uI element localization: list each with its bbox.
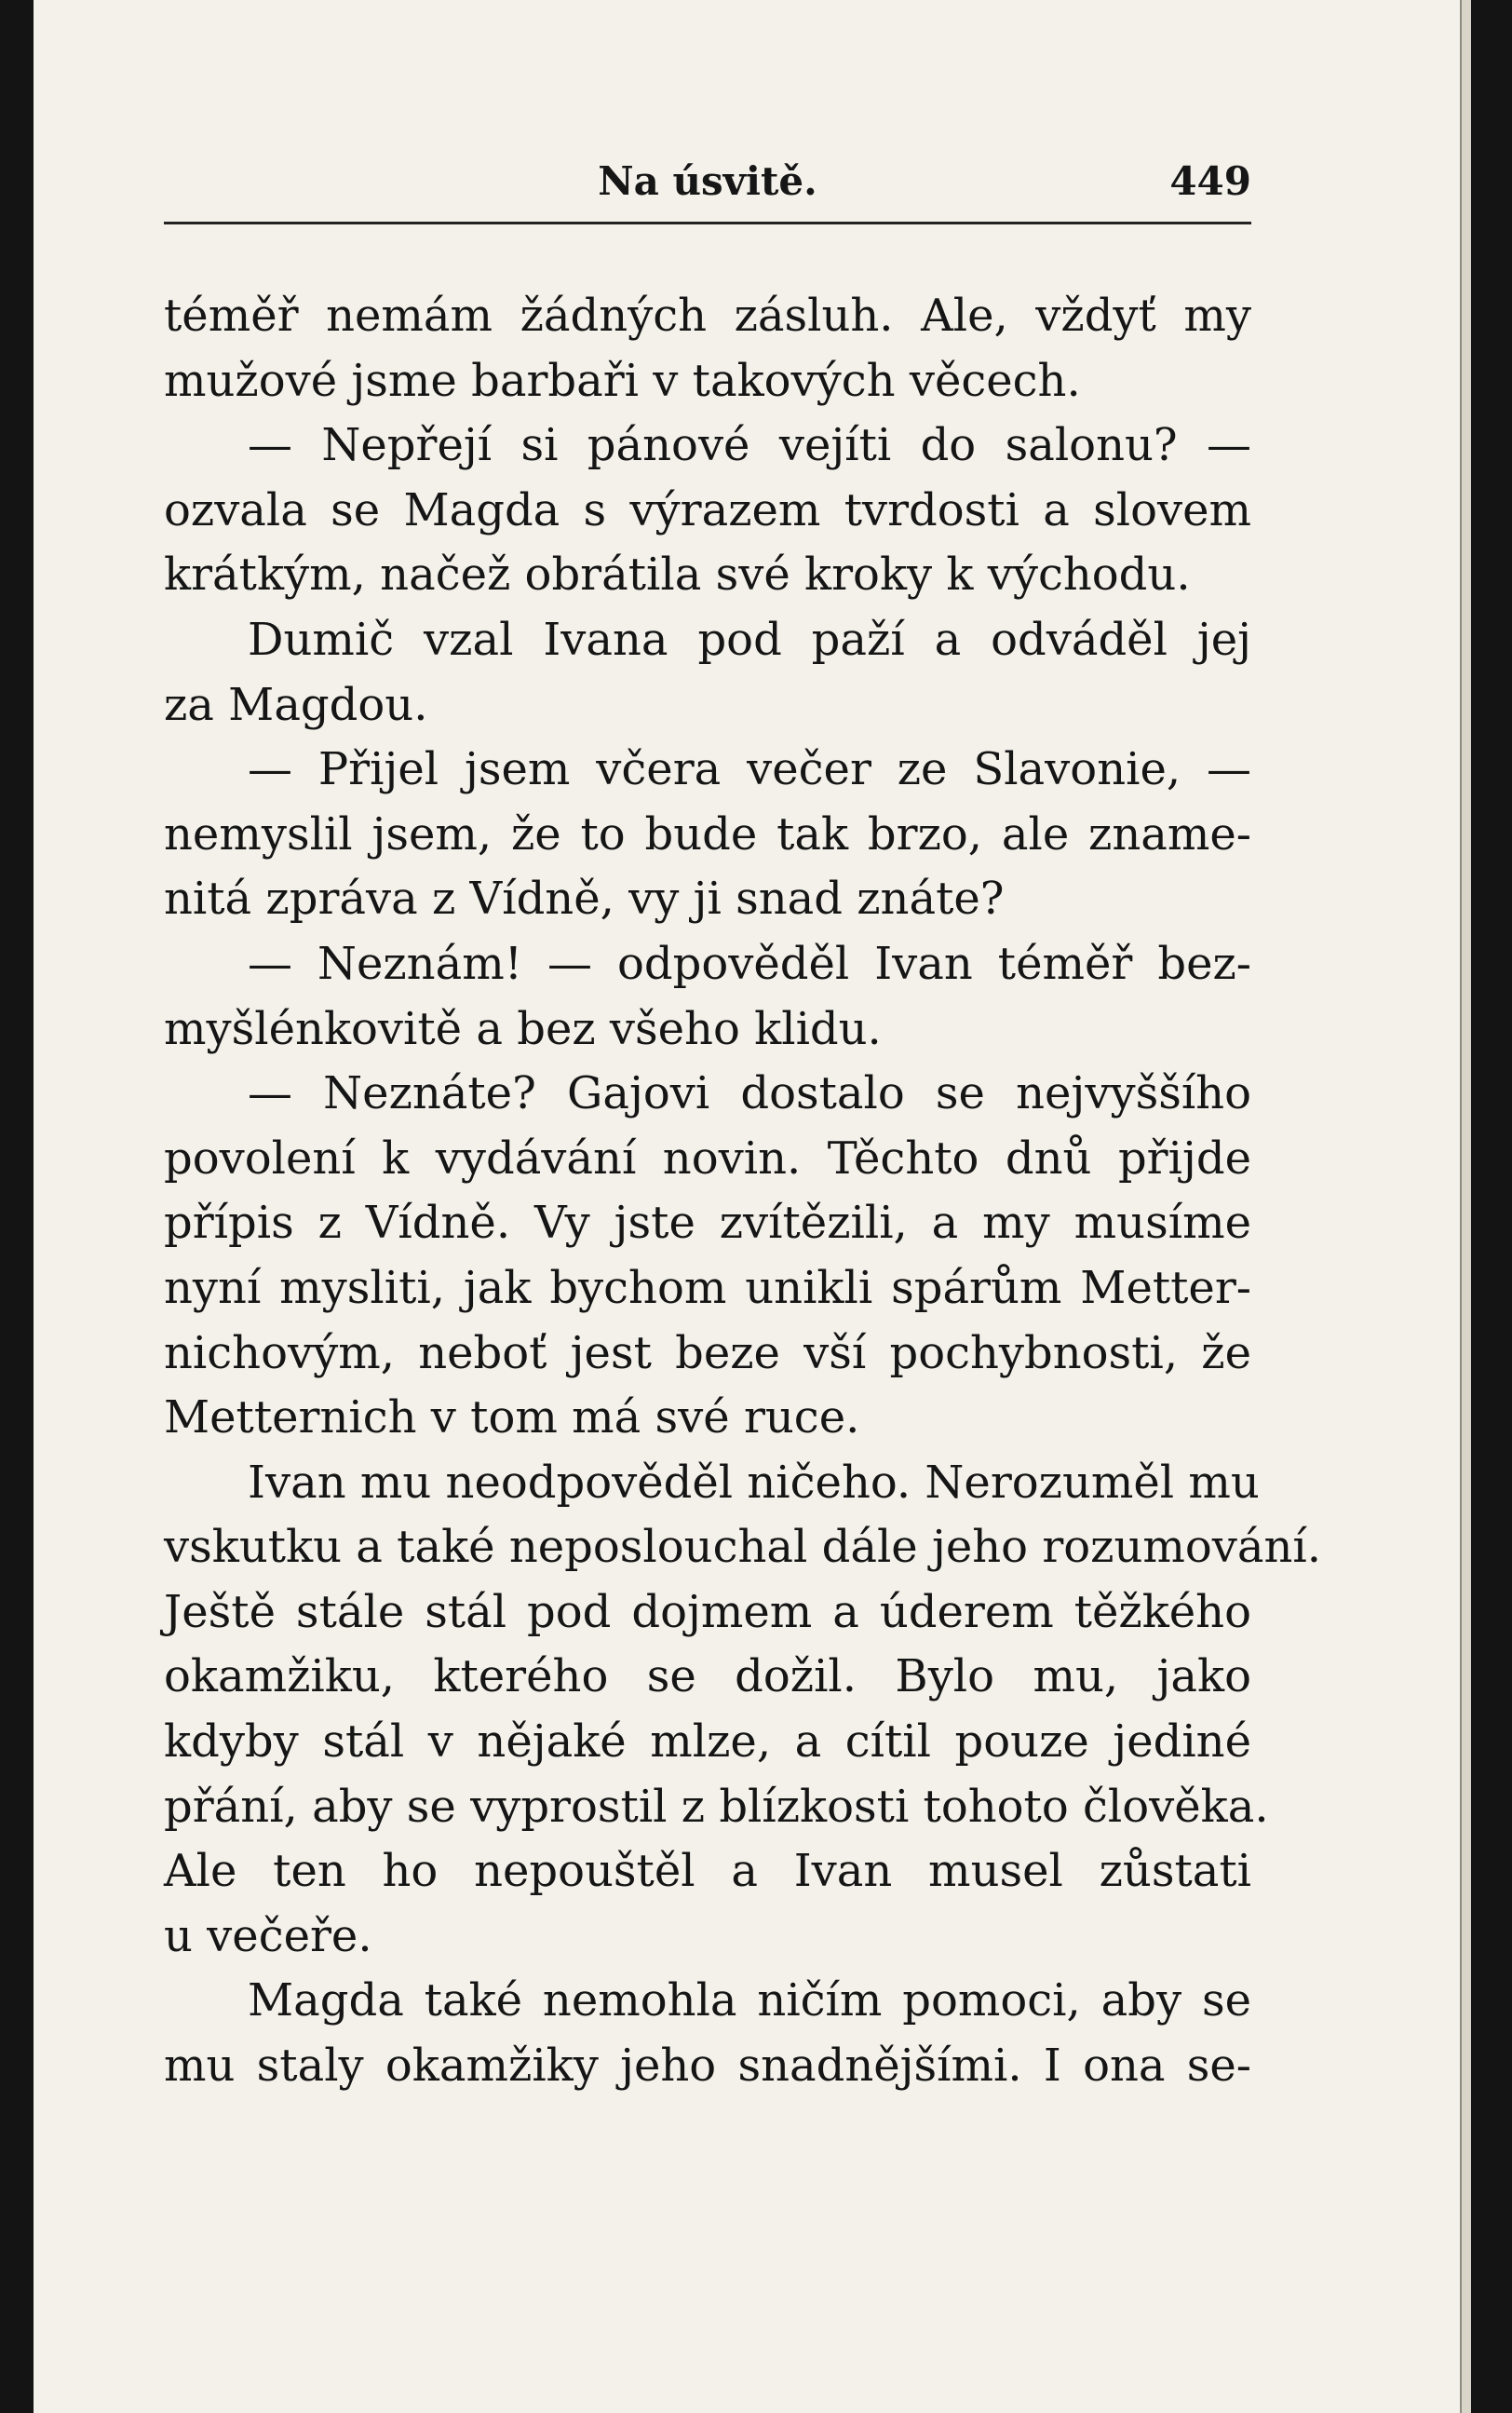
body-text bbox=[164, 284, 1322, 2099]
text-line: přání, aby se vyprostil z blízkosti tohoto člověka. bbox=[164, 1780, 1269, 1833]
text-line: u večeře. bbox=[164, 1909, 372, 1962]
text-line: mu staly okamžiky jeho snadnějšími. I ona se- bbox=[164, 2040, 1251, 2093]
book-page bbox=[34, 0, 1460, 2413]
text-line: krátkým, načež obrátila své kroky k východu. bbox=[164, 549, 1191, 602]
text-line: téměř nemám žádných zásluh. Ale, vždyť my bbox=[164, 290, 1251, 342]
text-line: přípis z Vídně. Vy jste zvítězili, a my musíme bbox=[164, 1197, 1251, 1250]
page-edge bbox=[1460, 0, 1471, 2413]
text-line: Metternich v tom má své ruce. bbox=[164, 1391, 860, 1444]
text-line: — Přijel jsem včera večer ze Slavonie, — bbox=[248, 743, 1251, 796]
running-header bbox=[164, 158, 1251, 216]
text-line: Magda také nemohla ničím pomoci, aby se bbox=[248, 1974, 1251, 2027]
text-line: — Nepřejí si pánové vejíti do salonu? — bbox=[248, 419, 1251, 472]
text-line: nitá zpráva z Vídně, vy ji snad znáte? bbox=[164, 873, 1005, 926]
text-line: Ještě stále stál pod dojmem a úderem těžkého bbox=[164, 1585, 1251, 1638]
text-line: ozvala se Magda s výrazem tvrdosti a slovem bbox=[164, 483, 1251, 536]
text-line: — Neznáte? Gajovi dostalo se nejvyššího bbox=[248, 1067, 1251, 1120]
header-rule bbox=[164, 222, 1251, 224]
chapter-title: Na úsvitě. bbox=[598, 158, 817, 204]
text-line: nemyslil jsem, že to bude tak brzo, ale zname- bbox=[164, 807, 1251, 861]
text-line: mužové jsme barbaři v takových věcech. bbox=[164, 354, 1081, 407]
page-number: 449 bbox=[1169, 158, 1251, 204]
text-line: vskutku a také neposlouchal dále jeho rozumování. bbox=[164, 1521, 1322, 1574]
text-line: nyní mysliti, jak bychom unikli spárům Metter- bbox=[164, 1261, 1251, 1314]
text-line: povolení k vydávání novin. Těchto dnů přijde bbox=[164, 1132, 1251, 1185]
text-line: za Magdou. bbox=[164, 678, 428, 731]
text-line: Ale ten ho nepouštěl a Ivan musel zůstati bbox=[164, 1845, 1251, 1898]
text-line: kdyby stál v nějaké mlze, a cítil pouze jediné bbox=[164, 1715, 1251, 1769]
text-line: nichovým, neboť jest beze vší pochybnosti, že bbox=[164, 1326, 1251, 1379]
text-line: Ivan mu neodpověděl ničeho. Nerozuměl mu bbox=[248, 1456, 1260, 1509]
text-line: Dumič vzal Ivana pod paží a odváděl jej bbox=[248, 613, 1251, 666]
text-line: myšlénkovitě a bez všeho klidu. bbox=[164, 1002, 882, 1055]
text-line: okamžiku, kterého se dožil. Bylo mu, jako bbox=[164, 1650, 1251, 1703]
text-line: — Neznám! — odpověděl Ivan téměř bez- bbox=[248, 937, 1251, 990]
